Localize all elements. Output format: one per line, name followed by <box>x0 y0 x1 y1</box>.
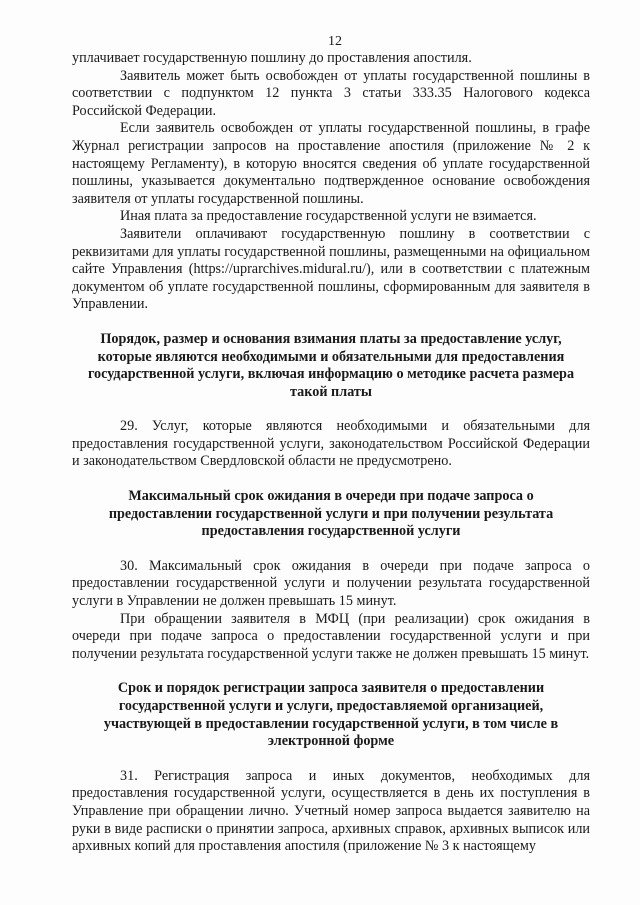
paragraph: Заявитель может быть освобожден от уплаты государственной пошлины в соответствии с подпунктом 12 пункта 3 статьи 333.35 Налогового кодекса Российской Федерации. <box>72 67 590 119</box>
section-heading: Срок и порядок регистрации запроса заявителя о предоставлении государственной услуги и услуги, предоставляемой организацией, участвующей в предоставлении государственной услуги, в том числе в электронной форме <box>103 680 559 750</box>
document-body <box>72 50 590 856</box>
paragraph: Если заявитель освобожден от уплаты государственной пошлины, в графе Журнал регистрации запросов на проставление апостиля (приложение № 2 к настоящему Регламенту), в которую вносятся сведения об уплате государственной пошлины, указывается документально подтвержденное основание освобождения заявителя от уплаты государственной пошлины. <box>72 120 590 207</box>
paragraph-29: 29. Услуг, которые являются необходимыми и обязательными для предоставления государственной услуги, законодательством Российской Федерации и законодательством Свердловской области не предусмотрено. <box>72 418 590 470</box>
spacer <box>72 401 590 418</box>
paragraph: При обращении заявителя в МФЦ (при реализации) срок ожидания в очереди при подаче запроса о предоставлении государственной услуги и при получении результата государственной услуги также не должен превышать 15 минут. <box>72 610 590 662</box>
section-heading: Максимальный срок ожидания в очереди при подаче запроса о предоставлении государственной услуги и при получении результата предоставления государственной услуги <box>108 488 554 540</box>
paragraph: Заявители оплачивают государственную пошлину в соответствии с реквизитами для уплаты государственной пошлины, размещенными на официальном сайте Управления (https://uprarchives.midural.ru/), или в соответствии с платежным документом об уплате государственной пошлины, сформированным для заявителя в Управлении. <box>72 225 590 313</box>
spacer <box>72 541 590 558</box>
spacer <box>72 751 590 768</box>
paragraph: Иная плата за предоставление государственной услуги не взимается. <box>120 208 537 225</box>
paragraph-30: 30. Максимальный срок ожидания в очереди при подаче запроса о предоставлении государственной услуги и получении результата государственной услуги в Управлении не должен превышать 15 минут. <box>72 557 590 610</box>
spacer <box>72 314 590 331</box>
paragraph: уплачивает государственную пошлину до проставления апостиля. <box>72 50 472 66</box>
section-heading: Порядок, размер и основания взимания платы за предоставление услуг, которые являются необходимыми и обязательными для предоставления государственной услуги, включая информацию о методике расчета размера такой платы <box>87 330 575 400</box>
page-number: 12 <box>328 34 342 49</box>
spacer <box>72 471 590 488</box>
paragraph-31: 31. Регистрация запроса и иных документов, необходимых для предоставления государственной услуги, осуществляется в день их поступления в Управление при обращении лично. Учетный номер запроса выдается заявителю на руки в виде расписки о принятии запроса, архивных справок, архивных выписок или архивных копий для проставления апостиля (приложение № 3 к настоящему <box>72 767 590 855</box>
spacer <box>72 663 590 680</box>
